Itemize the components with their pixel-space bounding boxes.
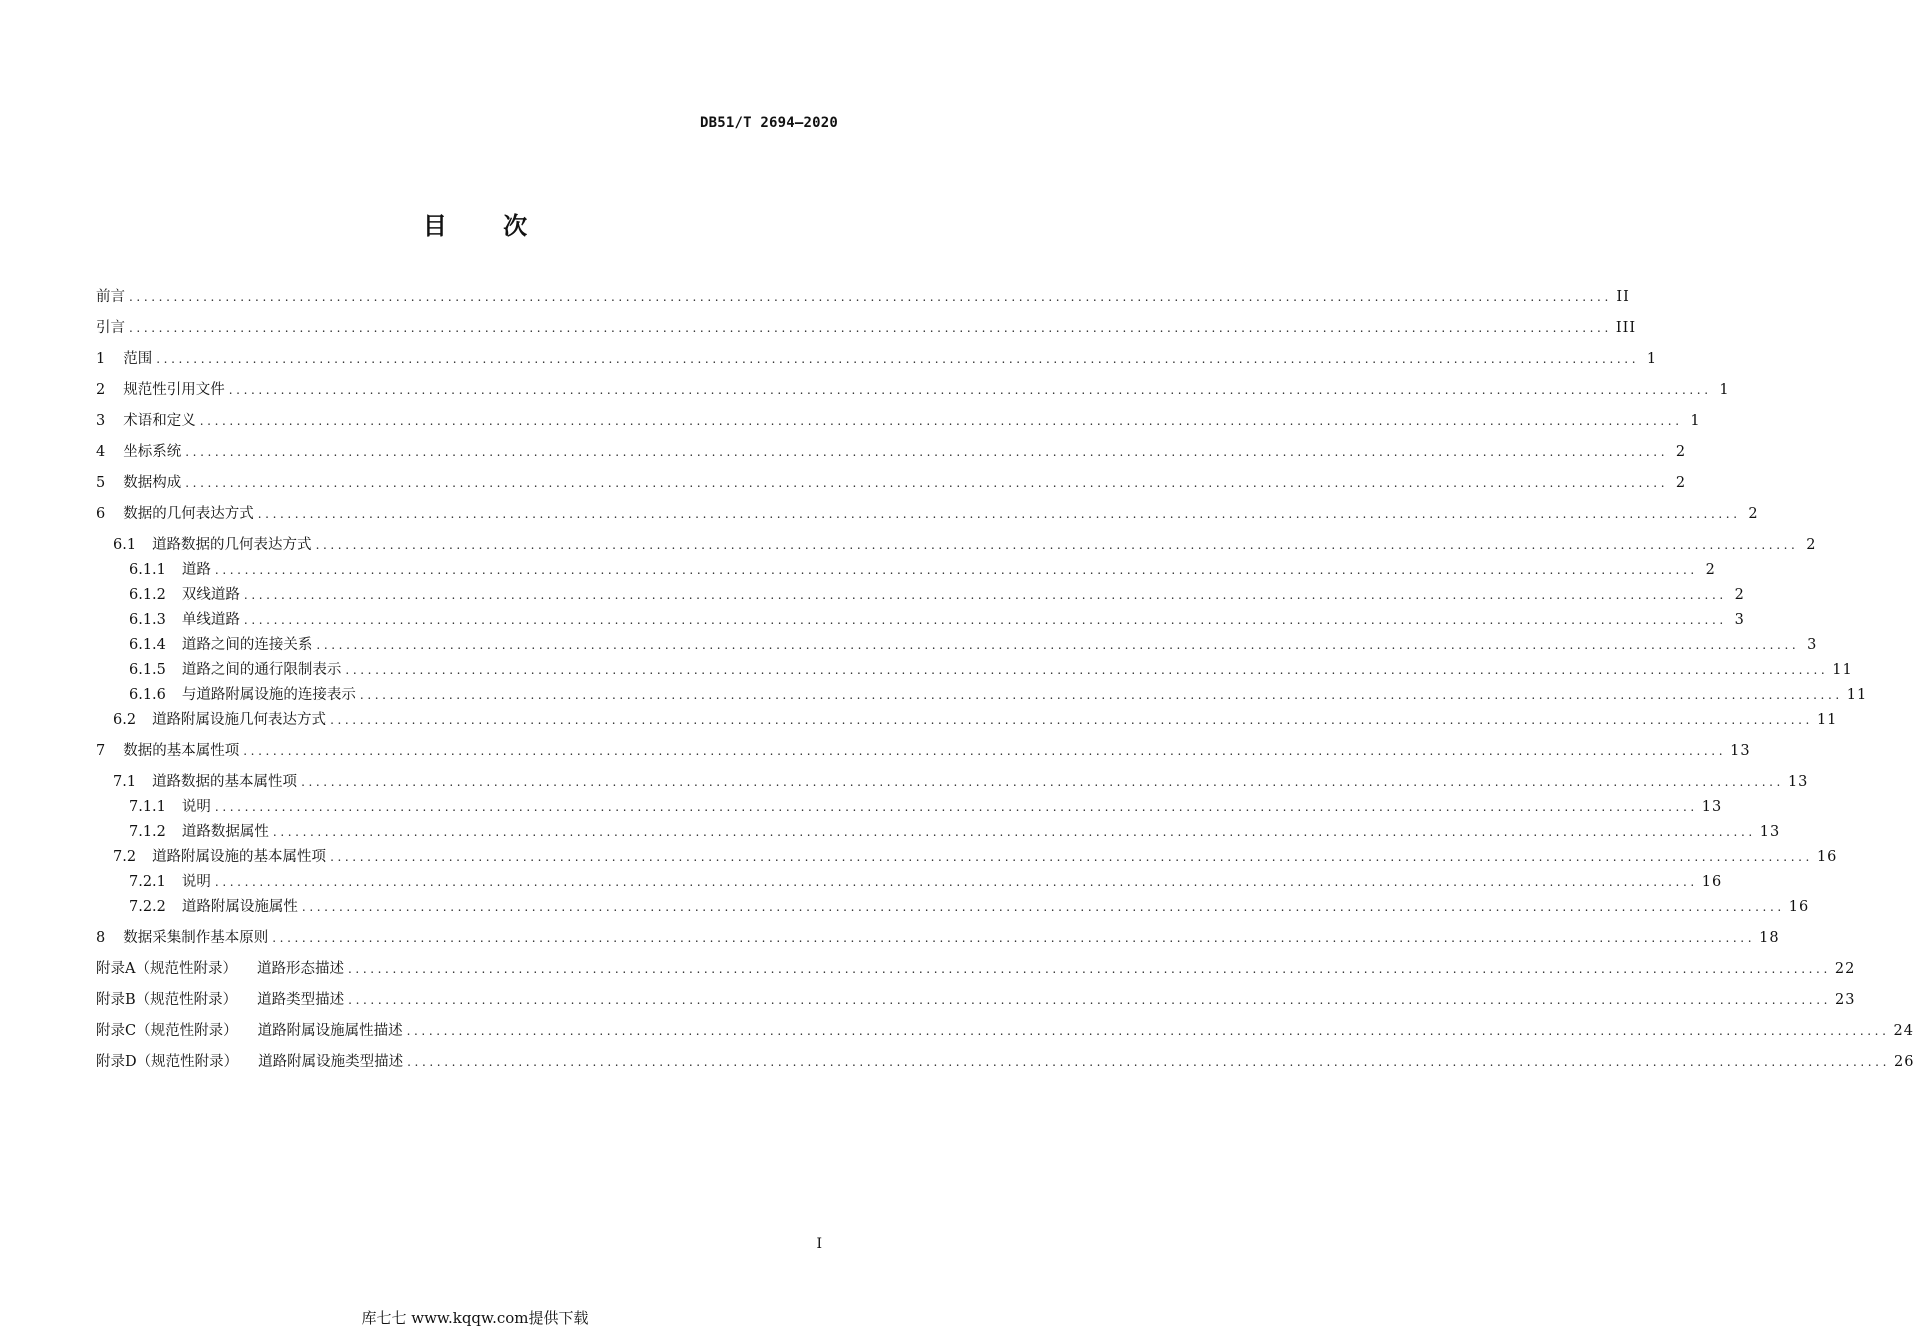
toc-entry-page: 3 [1807, 637, 1818, 653]
toc-leader-dots: ........................................................................................................................................................................................................ [330, 850, 1813, 864]
toc-entry-number: 6.1.2 [129, 587, 166, 603]
toc-leader-dots: ........................................................................................................................................................................................................ [347, 962, 1831, 976]
toc-entry-number: 4 [96, 444, 106, 460]
page-number: I [816, 1236, 822, 1252]
toc-entry-page: 18 [1759, 930, 1780, 946]
toc-entry-label: 双线道路 [181, 587, 240, 603]
toc-entry-number: 6.1.6 [129, 687, 166, 703]
toc-entry-label: 道路附属设施类型描述 [258, 1054, 404, 1070]
toc-entry[interactable] [96, 820, 1781, 842]
toc-entry-page: 13 [1787, 774, 1809, 790]
toc-entry-number: 附录C（规范性附录） [96, 1023, 238, 1039]
toc-entry-number: 6.1 [113, 537, 137, 553]
toc-entry-page: 1 [1646, 351, 1658, 367]
toc-entry-page: 2 [1748, 506, 1759, 522]
footer-watermark: 库七七 www.kqqw.com提供下载 [361, 1309, 589, 1327]
toc-entry-number: 6.1.1 [129, 562, 166, 578]
standard-code: DB51/T 2694—2020 [699, 115, 838, 131]
toc-entry-page: 13 [1730, 743, 1751, 759]
toc-entry-number: 7.1 [113, 774, 137, 790]
toc-entry-number: 7.1.1 [129, 799, 166, 815]
toc-entry-number: 3 [96, 413, 106, 429]
toc-entry-label: 说明 [181, 874, 211, 890]
toc-entry[interactable] [96, 378, 1730, 400]
toc-entry-page: 16 [1788, 899, 1810, 915]
toc-entry[interactable] [96, 1050, 1914, 1072]
toc-leader-dots: ........................................................................................................................................................................................................ [359, 688, 1843, 702]
toc-entry-number: 7 [96, 743, 106, 759]
toc-entry-number: 6.1.5 [129, 662, 166, 678]
toc-entry-number: 附录D（规范性附录） [96, 1054, 239, 1070]
toc-entry-page: 2 [1806, 537, 1817, 553]
toc-leader-dots: ........................................................................................................................................................................................................ [228, 383, 1712, 397]
toc-entry-label: 道路形态描述 [256, 961, 344, 977]
toc-entry-label: 道路附属设施属性 [181, 899, 298, 915]
toc-leader-dots: ........................................................................................................................................................................................................ [243, 588, 1727, 602]
toc-entry-label: 与道路附属设施的连接表示 [181, 687, 356, 703]
toc-leader-dots: ........................................................................................................................................................................................................ [214, 563, 1698, 577]
toc-entry-page: 1 [1719, 382, 1730, 398]
toc-entry[interactable] [96, 347, 1658, 369]
toc-entry-label: 坐标系统 [123, 444, 182, 460]
toc-entry-page: 13 [1759, 824, 1781, 840]
toc-leader-dots: ........................................................................................................................................................................................................ [243, 613, 1727, 627]
toc-entry-page: 13 [1701, 799, 1723, 815]
toc-entry-number: 1 [96, 351, 106, 367]
toc-leader-dots: ........................................................................................................................................................................................................ [257, 507, 1741, 521]
toc-entry-page: 11 [1832, 662, 1853, 678]
toc-entry-page: 2 [1734, 587, 1745, 603]
toc-entry[interactable] [96, 608, 1745, 630]
toc-entry-label: 数据的几何表达方式 [123, 506, 254, 522]
toc-entry-page: 3 [1734, 612, 1745, 628]
toc-entry-label: 范围 [123, 351, 153, 367]
toc-entry[interactable] [96, 795, 1723, 817]
toc-entry-label: 数据采集制作基本原则 [123, 930, 269, 946]
toc-entry-label: 数据的基本属性项 [123, 743, 240, 759]
toc-entry-page: II [1616, 289, 1630, 305]
toc-leader-dots: ........................................................................................................................................................................................................ [406, 1024, 1890, 1038]
toc-entry-number: 8 [96, 930, 106, 946]
toc-entry-label: 术语和定义 [123, 413, 196, 429]
toc-entry-page: 16 [1701, 874, 1723, 890]
toc-entry-number: 2 [96, 382, 106, 398]
toc-entry[interactable] [96, 440, 1687, 462]
toc-entry-number: 6.1.3 [129, 612, 166, 628]
toc-entry[interactable] [96, 1019, 1914, 1041]
toc-entry[interactable] [96, 739, 1751, 761]
toc-entry[interactable] [96, 533, 1817, 555]
toc-entry-label: 道路附属设施的基本属性项 [152, 849, 327, 865]
toc-leader-dots: ........................................................................................................................................................................................................ [345, 663, 1829, 677]
page-title: 目 次 [422, 212, 552, 240]
toc-entry[interactable] [96, 770, 1809, 792]
toc-leader-dots: ........................................................................................................................................................................................................ [272, 825, 1756, 839]
toc-entry-label: 道路 [181, 562, 211, 578]
toc-entry-label: 说明 [181, 799, 211, 815]
toc-entry-number: 6.2 [113, 712, 137, 728]
toc-entry-label: 数据构成 [123, 475, 182, 491]
toc-leader-dots: ........................................................................................................................................................................................................ [301, 900, 1785, 914]
toc-entry-label: 单线道路 [181, 612, 240, 628]
toc-entry-label: 引言 [96, 320, 125, 336]
toc-entry[interactable] [96, 558, 1716, 580]
toc-leader-dots: ........................................................................................................................................................................................................ [316, 638, 1800, 652]
toc-entry-label: 道路之间的连接关系 [181, 637, 313, 653]
toc-leader-dots: ........................................................................................................................................................................................................ [315, 538, 1799, 552]
toc-entry-number: 5 [96, 475, 106, 491]
toc-entry[interactable] [96, 285, 1630, 307]
toc-entry-page: III [1615, 320, 1637, 336]
toc-entry[interactable] [96, 502, 1759, 524]
toc-entry[interactable] [96, 316, 1637, 338]
toc-leader-dots: ........................................................................................................................................................................................................ [199, 414, 1683, 428]
toc-entry-page: 11 [1816, 712, 1838, 728]
toc-entry-page: 26 [1894, 1054, 1914, 1070]
toc-leader-dots: ........................................................................................................................................................................................................ [214, 875, 1698, 889]
toc-leader-dots: ........................................................................................................................................................................................................ [348, 993, 1832, 1007]
toc-entry-page: 2 [1705, 562, 1716, 578]
toc-entry-label: 道路附属设施几何表达方式 [152, 712, 327, 728]
toc-leader-dots: ........................................................................................................................................................................................................ [185, 445, 1669, 459]
toc-entry[interactable] [96, 845, 1838, 867]
toc-entry-page: 11 [1846, 687, 1868, 703]
toc-entry[interactable] [96, 926, 1780, 948]
toc-leader-dots: ........................................................................................................................................................................................................ [301, 775, 1784, 789]
toc-entry[interactable] [96, 870, 1723, 892]
toc-entry-number: 附录A（规范性附录） [96, 961, 237, 977]
toc-entry-label: 道路之间的通行限制表示 [181, 662, 342, 678]
toc-leader-dots: ........................................................................................................................................................................................................ [272, 931, 1756, 945]
toc-entry-label: 前言 [96, 289, 125, 305]
toc-entry-label: 道路数据的基本属性项 [152, 774, 298, 790]
toc-leader-dots: ........................................................................................................................................................................................................ [185, 476, 1669, 490]
toc-entry-label: 道路数据的几何表达方式 [152, 537, 312, 553]
toc-entry-label: 规范性引用文件 [123, 382, 225, 398]
toc-entry-number: 7.2.2 [129, 899, 166, 915]
toc-entry[interactable] [96, 957, 1856, 979]
toc-entry-page: 22 [1834, 961, 1856, 977]
toc-entry[interactable] [96, 895, 1810, 917]
toc-leader-dots: ........................................................................................................................................................................................................ [407, 1055, 1891, 1069]
toc-entry-page: 1 [1690, 413, 1701, 429]
toc-entry-label: 道路附属设施属性描述 [257, 1023, 403, 1039]
toc-leader-dots: ........................................................................................................................................................................................................ [129, 321, 1612, 335]
toc-leader-dots: ........................................................................................................................................................................................................ [214, 800, 1698, 814]
toc-entry[interactable] [96, 583, 1745, 605]
toc-entry-number: 7.2.1 [129, 874, 166, 890]
toc-entry[interactable] [96, 683, 1868, 705]
toc-entry[interactable] [96, 658, 1853, 680]
toc-entry[interactable] [96, 708, 1838, 730]
toc-entry-page: 23 [1835, 992, 1856, 1008]
toc-leader-dots: ........................................................................................................................................................................................................ [156, 352, 1640, 366]
toc-leader-dots: ........................................................................................................................................................................................................ [129, 290, 1612, 304]
toc-entry-label: 道路数据属性 [181, 824, 269, 840]
toc-entry-number: 6.1.4 [129, 637, 166, 653]
toc-entry-label: 道路类型描述 [257, 992, 345, 1008]
toc-entry[interactable] [96, 409, 1701, 431]
toc-entry-number: 附录B（规范性附录） [96, 992, 238, 1008]
toc-leader-dots: ........................................................................................................................................................................................................ [243, 744, 1727, 758]
toc-entry-page: 16 [1816, 849, 1838, 865]
toc-entry[interactable] [96, 988, 1856, 1010]
toc-entry-number: 6 [96, 506, 106, 522]
toc-entry-number: 7.2 [113, 849, 137, 865]
toc-entry-page: 2 [1675, 475, 1687, 491]
toc-entry[interactable] [96, 633, 1818, 655]
toc-entry-number: 7.1.2 [129, 824, 166, 840]
toc-entry-page: 2 [1675, 444, 1687, 460]
toc-leader-dots: ........................................................................................................................................................................................................ [330, 713, 1813, 727]
toc-entry-page: 24 [1893, 1023, 1914, 1039]
toc-entry[interactable] [96, 471, 1687, 493]
